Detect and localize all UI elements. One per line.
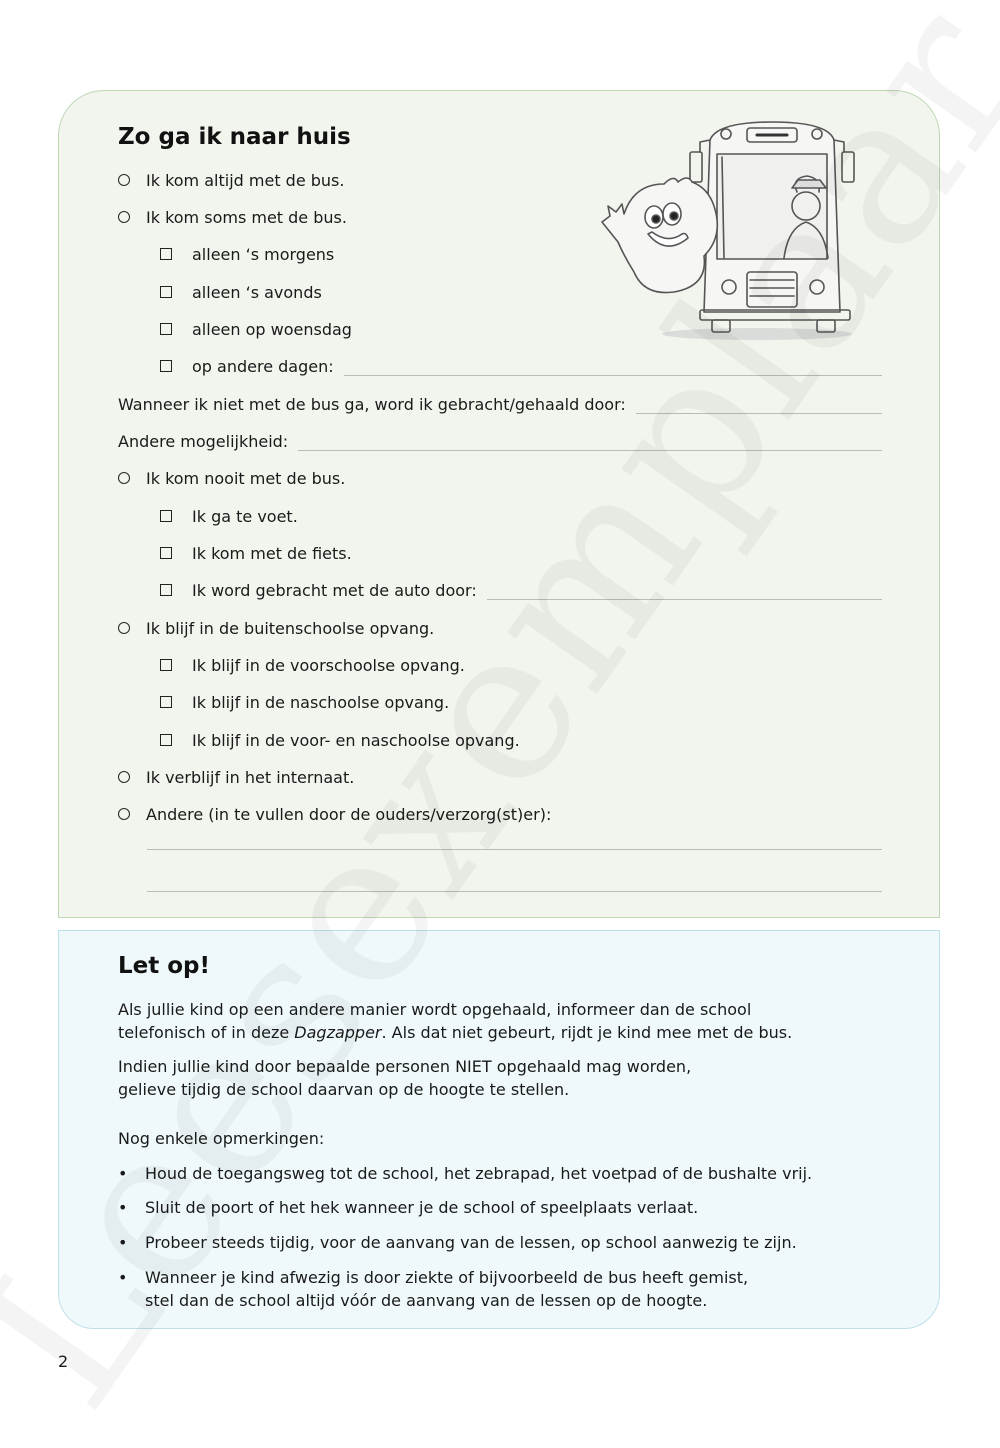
car-driver-input-line[interactable]	[487, 587, 882, 600]
radio-button[interactable]	[118, 174, 130, 186]
remark-text: Sluit de poort of het hek wanneer je de school of speelplaats verlaat.	[145, 1198, 699, 1217]
option-sometimes-bus[interactable]	[118, 206, 882, 228]
paragraph-text: . Als dat niet gebeurt, rijdt je kind mee met de bus.	[381, 1023, 793, 1042]
suboption-walk[interactable]	[160, 505, 882, 527]
checkbox[interactable]	[160, 248, 172, 260]
radio-button[interactable]	[118, 472, 130, 484]
radio-button[interactable]	[118, 808, 130, 820]
checkbox[interactable]	[160, 696, 172, 708]
remark-text	[145, 1266, 748, 1312]
suboption-wednesday[interactable]	[160, 318, 882, 340]
option-label: Ik kom met de fiets.	[192, 543, 352, 563]
radio-button[interactable]	[118, 211, 130, 223]
option-label: Ik kom nooit met de bus.	[146, 468, 346, 488]
suboption-car[interactable]	[160, 579, 882, 601]
remark-line: stel dan de school altijd vóór de aanvang van de lessen op de hoogte.	[145, 1291, 708, 1310]
suboption-bike[interactable]	[160, 542, 882, 564]
notice-paragraph-2	[118, 1055, 838, 1101]
remark-item	[118, 1231, 858, 1254]
other-possibility-input-line[interactable]	[298, 438, 882, 451]
remark-text: Probeer steeds tijdig, voor de aanvang van de lessen, op school aanwezig te zijn.	[145, 1233, 797, 1252]
option-always-bus[interactable]	[118, 169, 882, 191]
field-label: Andere mogelijkheid:	[118, 431, 289, 451]
checkbox[interactable]	[160, 286, 172, 298]
option-label: Ik word gebracht met de auto door:	[192, 580, 477, 600]
other-input-line-2[interactable]	[147, 891, 882, 892]
option-label: Ik blijf in de buitenschoolse opvang.	[146, 618, 435, 638]
paragraph-text: Indien jullie kind door bepaalde personen NIET opgehaald mag worden,	[118, 1057, 692, 1076]
section-title-notice: Let op!	[118, 953, 211, 979]
option-other[interactable]	[118, 803, 882, 825]
option-label: Ik blijf in de voor- en naschoolse opvang.	[192, 730, 520, 750]
notice-paragraph-1	[118, 998, 838, 1044]
page-number: 2	[58, 1352, 69, 1371]
suboption-other-days[interactable]	[160, 355, 882, 377]
checkbox[interactable]	[160, 547, 172, 559]
option-label: alleen ‘s morgens	[192, 244, 335, 264]
option-label: Ik blijf in de naschoolse opvang.	[192, 692, 450, 712]
remark-item	[118, 1266, 858, 1312]
remark-text: Houd de toegangsweg tot de school, het zebrapad, het voetpad of de bushalte vrij.	[145, 1164, 813, 1183]
suboption-before-and-after[interactable]	[160, 729, 882, 751]
option-label: op andere dagen:	[192, 356, 334, 376]
section-title-transport: Zo ga ik naar huis	[118, 124, 351, 150]
suboption-before-school[interactable]	[160, 654, 882, 676]
bullet-icon: •	[118, 1268, 128, 1287]
checkbox[interactable]	[160, 734, 172, 746]
remark-item	[118, 1196, 858, 1219]
option-label: Ik verblijf in het internaat.	[146, 767, 355, 787]
option-label: Andere (in te vullen door de ouders/verzorg(st)er):	[146, 804, 552, 824]
paragraph-text: gelieve tijdig de school daarvan op de hoogte te stellen.	[118, 1080, 570, 1099]
paragraph-text: Als jullie kind op een andere manier wordt opgehaald, informeer dan de school telefonisch of in deze	[118, 1000, 752, 1042]
checkbox[interactable]	[160, 659, 172, 671]
suboption-after-school[interactable]	[160, 691, 882, 713]
bullet-icon: •	[118, 1164, 128, 1183]
suboption-mornings[interactable]	[160, 243, 882, 265]
field-other-possibility[interactable]	[118, 430, 882, 452]
suboption-evenings[interactable]	[160, 281, 882, 303]
option-boarding[interactable]	[118, 766, 882, 788]
field-label: Wanneer ik niet met de bus ga, word ik gebracht/gehaald door:	[118, 394, 626, 414]
option-label: Ik kom altijd met de bus.	[146, 170, 345, 190]
other-input-line-1[interactable]	[147, 849, 882, 850]
remark-line: Wanneer je kind afwezig is door ziekte of bijvoorbeeld de bus heeft gemist,	[145, 1268, 749, 1287]
option-label: alleen ‘s avonds	[192, 282, 322, 302]
bullet-icon: •	[118, 1233, 128, 1252]
not-bus-input-line[interactable]	[636, 401, 882, 414]
checkbox[interactable]	[160, 360, 172, 372]
option-after-school-care[interactable]	[118, 617, 882, 639]
field-not-bus[interactable]	[118, 393, 882, 415]
option-label: alleen op woensdag	[192, 319, 352, 339]
radio-button[interactable]	[118, 622, 130, 634]
remark-item	[118, 1162, 858, 1185]
checkbox[interactable]	[160, 510, 172, 522]
publication-name: Dagzapper	[294, 1023, 382, 1042]
option-label: Ik blijf in de voorschoolse opvang.	[192, 655, 465, 675]
option-label: Ik ga te voet.	[192, 506, 298, 526]
other-days-input-line[interactable]	[344, 363, 882, 376]
remarks-label: Nog enkele opmerkingen:	[118, 1129, 325, 1148]
option-label: Ik kom soms met de bus.	[146, 207, 347, 227]
option-never-bus[interactable]	[118, 467, 882, 489]
checkbox[interactable]	[160, 323, 172, 335]
checkbox[interactable]	[160, 584, 172, 596]
bullet-icon: •	[118, 1198, 128, 1217]
bus-illustration	[592, 112, 867, 344]
radio-button[interactable]	[118, 771, 130, 783]
